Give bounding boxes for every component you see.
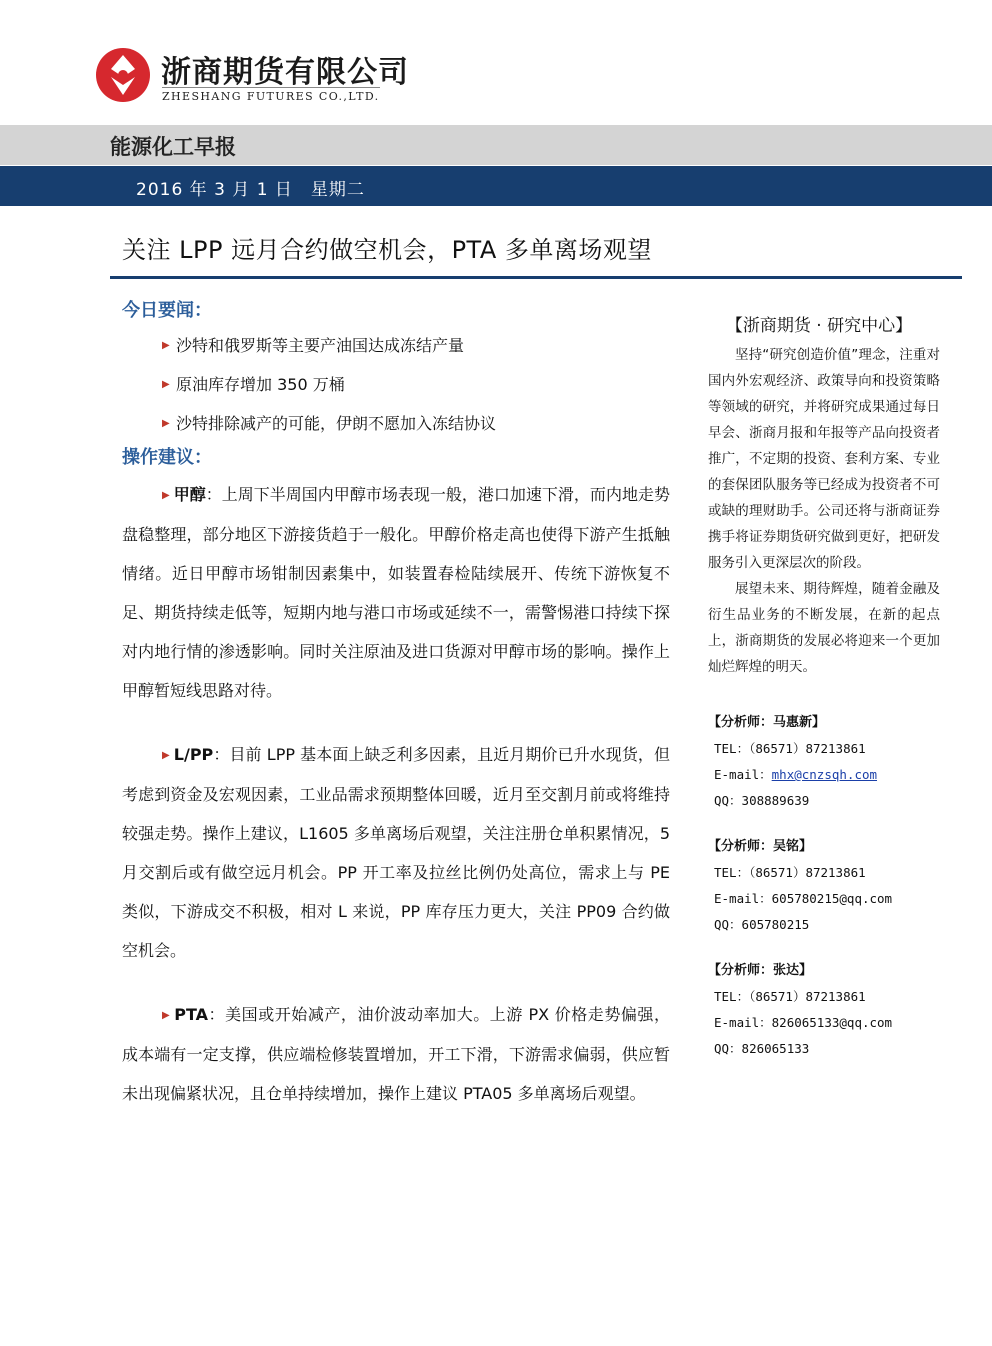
sidebar-title: 【浙商期货 · 研究中心】 — [725, 316, 913, 336]
analyst-card — [708, 710, 940, 814]
report-type: 能源化工早报 — [110, 135, 236, 159]
arrow-icon: ▶ — [162, 1010, 171, 1021]
analyst-name: 【分析师：张达】 — [708, 963, 813, 978]
advice-paragraph-methanol: ▶ 甲醇：上周下半周国内甲醇市场表现一般，港口加速下滑，而内地走势盘稳整理，部分地区下游接货趋于一般化。甲醇价格走高也使得下游产生抵触情绪。近日甲醇市场钳制因素集中，如装置春检陆续展开、传统下游恢复不足、期货持续走低等，短期内地与港口市场或延续不一，需警惕港口持续下探对内地行情的渗透影响。同时关注原油及进口货源对甲醇市场的影响。操作上甲醇暂短线思路对待。 — [122, 485, 670, 700]
company-logo — [95, 45, 409, 105]
sidebar-outlook: 展望未来、期待辉煌，随着金融及衍生品业务的不断发展，在新的起点上，浙商期货的发展必将迎来一个更加灿烂辉煌的明天。 — [708, 581, 940, 675]
arrow-icon: ▶ — [162, 340, 170, 351]
analyst-tel: TEL：（86571）87213861 — [714, 989, 866, 1004]
advice-paragraph-lpp: ▶ L/PP：目前 LPP 基本面上缺乏利多因素，且近月期价已升水现货，但考虑到资金及宏观因素，工业品需求预期整体回暖，近月至交割月前或将维持较强走势。操作上建议，L1605 多单离场后观望，关注注册仓单积累情况，5 月交割后或有做空远月机会。PP 开工率及拉丝比例仍处高位，需求上与 PE 类似，下游成交不积极，相对 L 来说，PP 库存压力更大，关注 PP09 合约做空机会。 — [122, 745, 670, 960]
section-title-advice: 操作建议： — [122, 447, 212, 468]
list-item: ▶ 沙特排除减产的可能，伊朗不愿加入冻结协议 — [122, 404, 670, 443]
analyst-email: 826065133@qq.com — [771, 1015, 893, 1030]
logo-english-name: ZHESHANG FUTURES CO.,LTD. — [162, 87, 380, 103]
arrow-icon: ▶ — [162, 490, 170, 501]
analyst-qq: QQ：308889639 — [714, 793, 810, 808]
analyst-email-row: E-mail：605780215@qq.com — [714, 891, 893, 906]
analyst-card — [708, 958, 940, 1062]
main-column — [122, 296, 670, 1138]
report-type-band — [0, 125, 992, 165]
report-date: 2016 年 3 月 1 日 星期二 — [136, 180, 365, 200]
arrow-icon: ▶ — [162, 750, 170, 761]
analyst-qq: QQ：605780215 — [714, 917, 810, 932]
section-title-news: 今日要闻： — [122, 300, 212, 321]
analyst-email: 605780215@qq.com — [771, 891, 893, 906]
analyst-name: 【分析师：吴铭】 — [708, 839, 813, 854]
analyst-tel: TEL：（86571）87213861 — [714, 865, 866, 880]
analyst-email-link[interactable]: mhx@cnzsqh.com — [771, 767, 878, 782]
advice-paragraph-pta: ▶ PTA：美国或开始减产，油价波动率加大。上游 PX 价格走势偏强，成本端有一定支撑，供应端检修装置增加，开工下滑，下游需求偏弱，供应暂未出现偏紧状况，且仓单持续增加，操作上建议 PTA05 多单离场后观望。 — [122, 1005, 670, 1103]
report-headline: 关注 LPP 远月合约做空机会，PTA 多单离场观望 — [122, 236, 652, 264]
analyst-tel: TEL：（86571）87213861 — [714, 741, 866, 756]
analyst-qq: QQ：826065133 — [714, 1041, 810, 1056]
analyst-email-row: E-mail：mhx@cnzsqh.com — [714, 767, 878, 782]
headline-divider — [110, 276, 962, 279]
list-item: ▶ 原油库存增加 350 万桶 — [122, 365, 670, 404]
news-list — [122, 326, 670, 443]
date-band — [0, 166, 992, 206]
analyst-card — [708, 834, 940, 938]
arrow-icon: ▶ — [162, 418, 170, 429]
arrow-icon: ▶ — [162, 379, 170, 390]
analyst-name: 【分析师：马惠新】 — [708, 715, 826, 730]
logo-mark-icon — [95, 47, 151, 103]
analyst-email-row: E-mail：826065133@qq.com — [714, 1015, 893, 1030]
sidebar — [708, 310, 940, 1062]
list-item: ▶ 沙特和俄罗斯等主要产油国达成冻结产量 — [122, 326, 670, 365]
sidebar-intro: 坚持“研究创造价值”理念，注重对国内外宏观经济、政策导向和投资策略等领域的研究，并将研究成果通过每日早会、浙商月报和年报等产品向投资者推广，不定期的投资、套利方案、专业的套保团队服务等已经成为投资者不可或缺的理财助手。公司还将与浙商证券携手将证券期货研究做到更好，把研发服务引入更深层次的阶段。 — [708, 347, 940, 571]
logo-chinese-name: 浙商期货有限公司 — [161, 55, 409, 90]
